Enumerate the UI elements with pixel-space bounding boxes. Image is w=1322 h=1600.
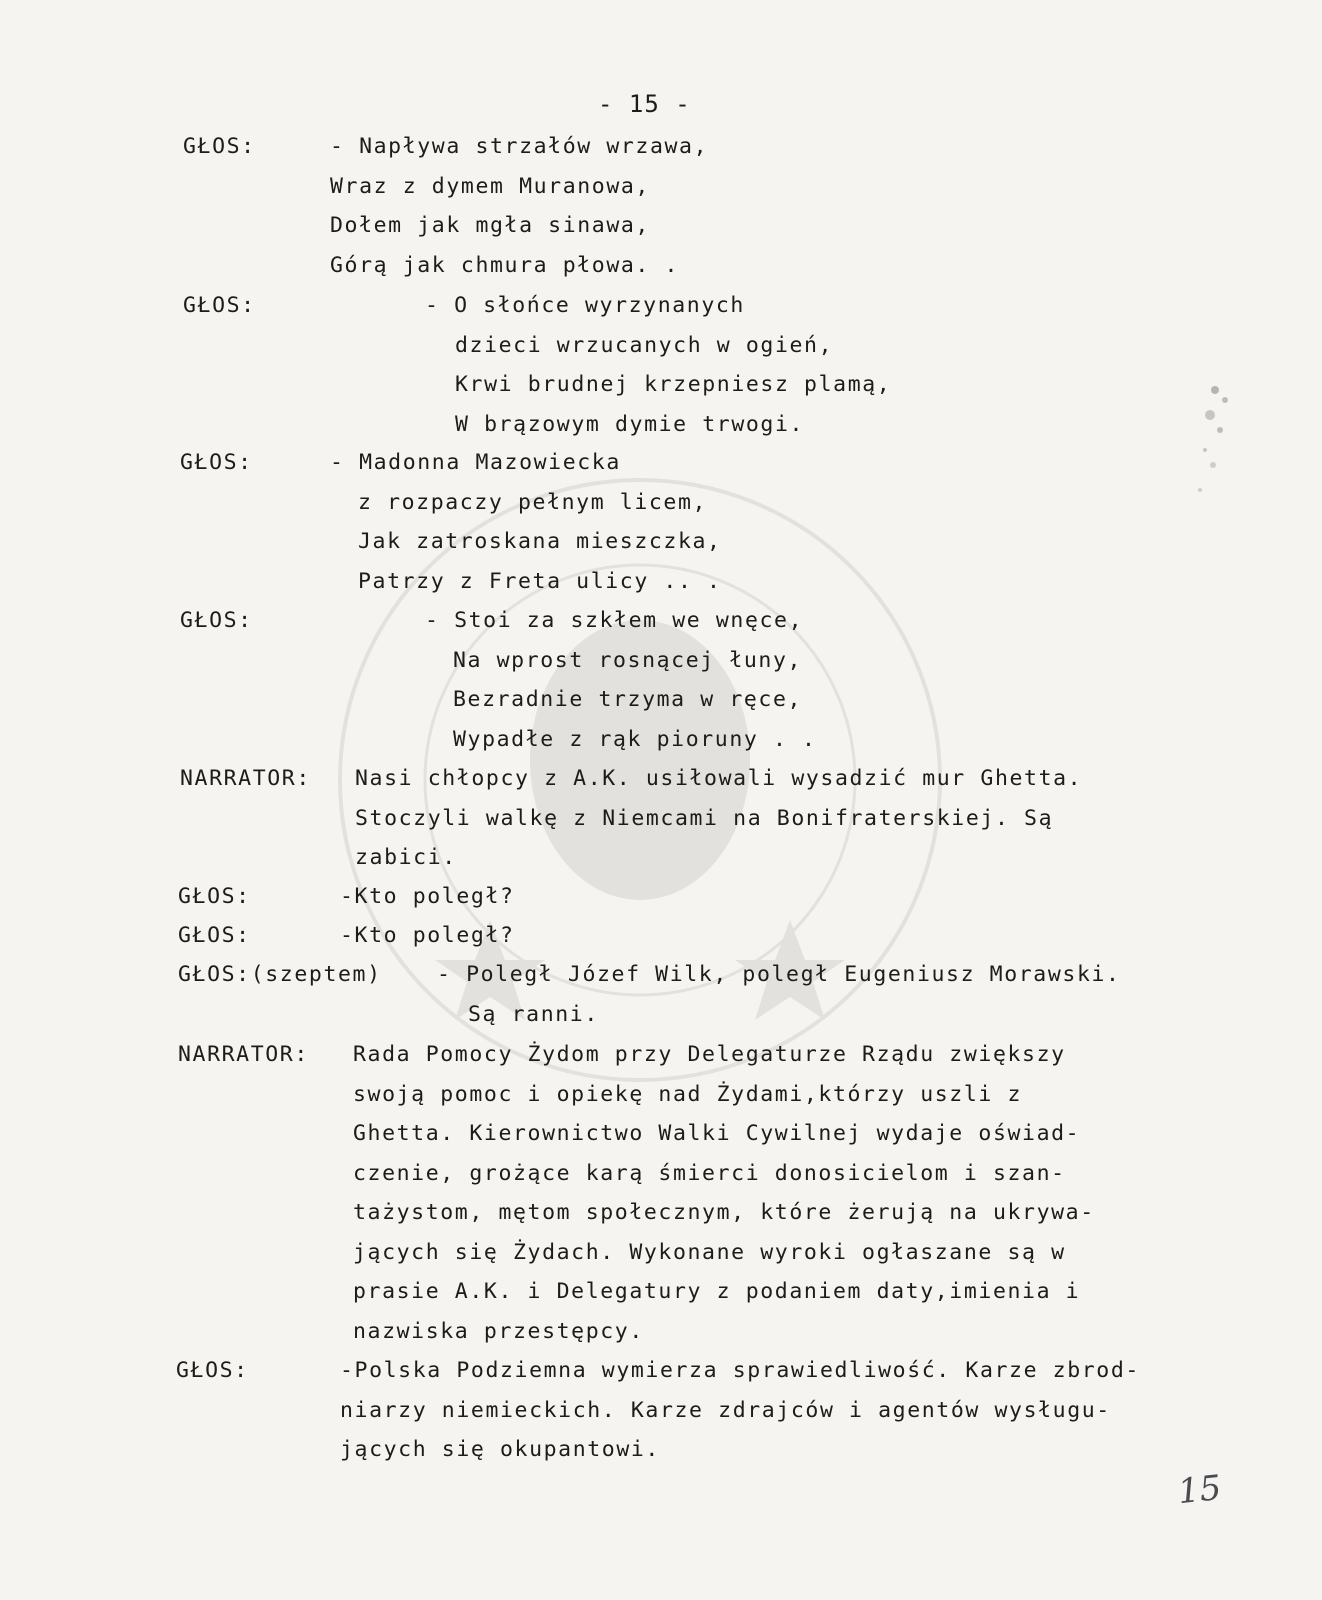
dialogue-line: Dołem jak mgła sinawa, — [330, 213, 650, 238]
dialogue-line: niarzy niemieckich. Karze zdrajców i agentów wysługu- — [340, 1397, 1111, 1423]
dialogue-line: jących się Żydach. Wykonane wyroki ogłaszane są w — [353, 1239, 1066, 1265]
dialogue-line: prasie A.K. i Delegatury z podaniem daty,imienia i — [353, 1279, 1081, 1304]
dialogue-line: - Madonna Mazowiecka — [330, 450, 621, 475]
handwritten-page-number: 15 — [1176, 1467, 1224, 1513]
dialogue-line: czenie, grożące karą śmierci donosicielom i szan- — [353, 1160, 1066, 1186]
dialogue-line: jących się okupantowi. — [340, 1437, 660, 1462]
speaker-label: GŁOS: — [183, 134, 256, 159]
speaker-label: GŁOS: — [180, 608, 253, 633]
speaker-label: GŁOS: — [180, 450, 253, 475]
dialogue-line: Na wprost rosnącej łuny, — [453, 647, 803, 673]
ink-smudge — [1185, 370, 1255, 520]
dialogue-line: -Kto poległ? — [340, 884, 515, 909]
dialogue-line: zabici. — [355, 845, 457, 870]
dialogue-line: tażystom, mętom społecznym, które żerują na ukrywa- — [353, 1200, 1095, 1225]
speaker-label: NARRATOR: — [178, 1042, 309, 1067]
dialogue-line: dzieci wrzucanych w ogień, — [455, 332, 834, 358]
dialogue-line: Są ranni. — [468, 1001, 599, 1027]
dialogue-line: -Kto poległ? — [340, 923, 515, 948]
speaker-label: GŁOS:(szeptem) — [178, 962, 382, 987]
dialogue-line: Jak zatroskana mieszczka, — [358, 529, 722, 554]
speaker-label: NARRATOR: — [180, 766, 311, 791]
dialogue-line: Nasi chłopcy z A.K. usiłowali wysadzić mur Ghetta. — [355, 766, 1083, 791]
dialogue-line: -Polska Podziemna wymierza sprawiedliwość. Karze zbrod- — [340, 1358, 1140, 1383]
dialogue-line: Górą jak chmura płowa. . — [330, 252, 680, 278]
dialogue-line: Rada Pomocy Żydom przy Delegaturze Rządu zwiększy — [353, 1042, 1066, 1067]
page-number: - 15 - — [598, 90, 691, 118]
dialogue-line: - Poległ Józef Wilk, poległ Eugeniusz Morawski. — [437, 962, 1121, 987]
speaker-label: GŁOS: — [178, 884, 251, 909]
speaker-label: GŁOS: — [183, 293, 256, 318]
dialogue-line: Stoczyli walkę z Niemcami na Bonifraterskiej. Są — [355, 805, 1054, 831]
dialogue-line: Wypadłe z rąk pioruny . . — [453, 726, 817, 752]
dialogue-line: Bezradnie trzyma w ręce, — [453, 687, 803, 712]
dialogue-line: nazwiska przestępcy. — [353, 1318, 644, 1344]
dialogue-line: z rozpaczy pełnym licem, — [358, 489, 708, 515]
dialogue-line: Ghetta. Kierownictwo Walki Cywilnej wydaje oświad- — [353, 1121, 1081, 1146]
dialogue-line: Krwi brudnej krzepniesz plamą, — [455, 372, 892, 397]
dialogue-line: - Napływa strzałów wrzawa, — [330, 134, 709, 159]
dialogue-line: W brązowym dymie trwogi. — [455, 411, 805, 437]
dialogue-line: - O słońce wyrzynanych — [425, 293, 745, 318]
speaker-label: GŁOS: — [176, 1358, 249, 1383]
dialogue-line: - Stoi za szkłem we wnęce, — [425, 608, 804, 633]
dialogue-line: Wraz z dymem Muranowa, — [330, 173, 650, 199]
speaker-label: GŁOS: — [178, 923, 251, 948]
dialogue-line: swoją pomoc i opiekę nad Żydami,którzy uszli z — [353, 1081, 1023, 1107]
dialogue-line: Patrzy z Freta ulicy .. . — [358, 568, 722, 594]
